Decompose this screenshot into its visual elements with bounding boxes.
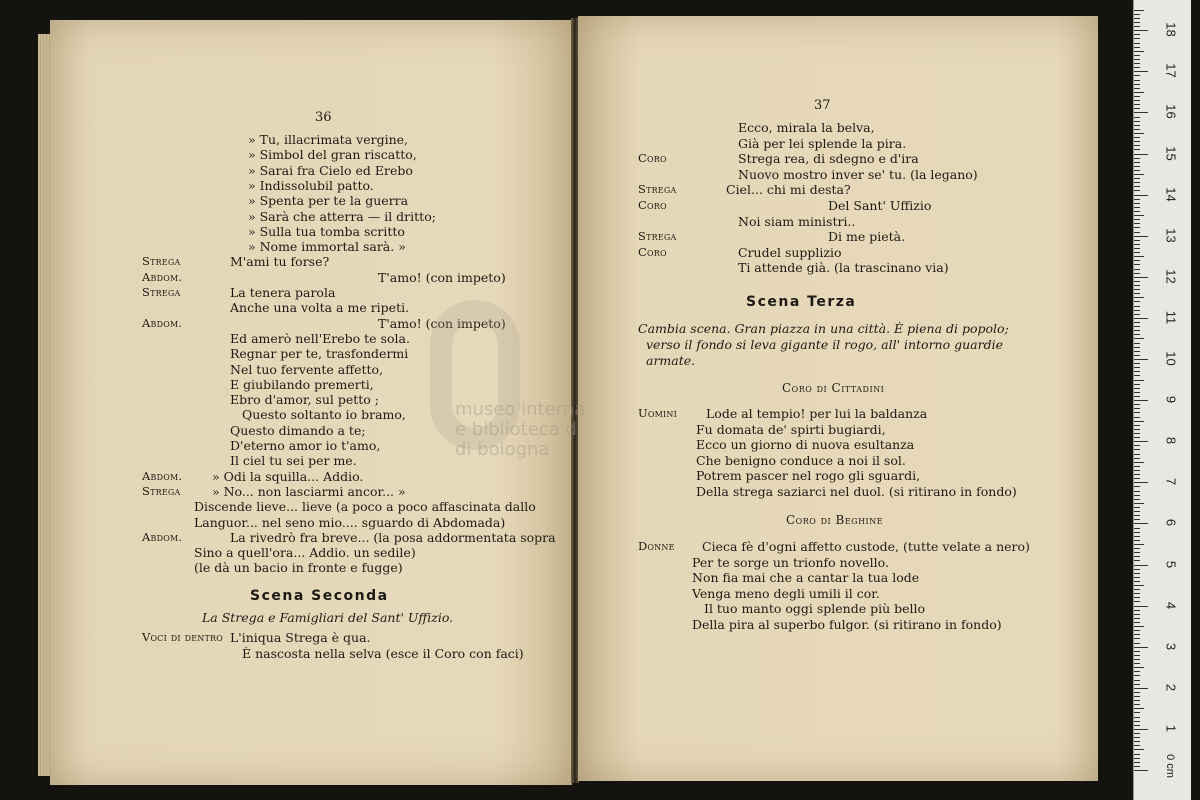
ruler-tick (1134, 758, 1140, 759)
ruler-tick (1134, 392, 1140, 393)
ruler-number: 2 (1163, 683, 1179, 691)
verse-line: Già per lei splende la pira. (738, 135, 907, 151)
ruler-tick (1134, 762, 1140, 763)
ruler-tick (1134, 445, 1140, 446)
ruler-tick (1134, 569, 1140, 570)
ruler-tick (1134, 491, 1140, 492)
ruler-tick (1134, 708, 1144, 709)
ruler-tick (1134, 671, 1140, 672)
verse-line: » Sarai fra Cielo ed Erebo (248, 162, 413, 178)
ruler-tick (1134, 412, 1140, 413)
speaker-label: Abdom. (142, 529, 183, 544)
ruler-tick (1134, 232, 1140, 233)
ruler-tick (1134, 256, 1144, 257)
ruler-tick (1134, 618, 1140, 619)
ruler-number: 1 (1163, 724, 1179, 732)
ruler-tick (1134, 486, 1140, 487)
ruler-tick (1134, 211, 1140, 212)
ruler-tick (1134, 675, 1140, 676)
ruler-tick (1134, 244, 1140, 245)
ruler-tick (1134, 408, 1140, 409)
ruler-tick (1134, 133, 1144, 134)
ruler-tick (1134, 729, 1148, 730)
ruler-tick (1134, 655, 1140, 656)
speaker-label: Coro (638, 244, 667, 259)
ruler-tick (1134, 203, 1140, 204)
ruler-tick (1134, 725, 1140, 726)
ruler-tick (1134, 495, 1140, 496)
verse-line: Ed amerò nell'Erebo te sola. (230, 330, 410, 346)
ruler-tick (1134, 30, 1148, 31)
verse-line: M'ami tu forse? (230, 254, 330, 270)
ruler-tick (1134, 544, 1144, 545)
ruler-tick (1134, 186, 1140, 187)
ruler-tick (1134, 338, 1144, 339)
verse-line: » Spenta per te la guerra (248, 193, 409, 209)
verse-line: Questo soltanto io bramo, (242, 407, 406, 423)
ruler-tick (1134, 737, 1140, 738)
ruler-tick (1134, 593, 1140, 594)
ruler-tick (1134, 721, 1140, 722)
ruler-tick (1134, 466, 1140, 467)
ruler-tick (1134, 112, 1148, 113)
ruler-tick (1134, 454, 1140, 455)
ruler-tick (1134, 684, 1140, 685)
ruler-tick (1134, 770, 1148, 771)
ruler-tick (1134, 560, 1140, 561)
ruler-tick (1134, 351, 1140, 352)
ruler-tick (1134, 585, 1144, 586)
ruler-tick (1134, 622, 1140, 623)
ruler-tick (1134, 166, 1140, 167)
verse-line: Potrem pascer nel rogo gli sguardi, (696, 468, 921, 483)
verse-line: » No... non lasciarmi ancor... » (212, 483, 406, 499)
ruler-tick (1134, 614, 1140, 615)
ruler-tick (1134, 754, 1140, 755)
ruler-tick (1134, 556, 1140, 557)
ruler-tick (1134, 388, 1140, 389)
ruler-tick (1134, 121, 1140, 122)
speaker-label: Abdom. (142, 269, 183, 284)
ruler-tick (1134, 334, 1140, 335)
ruler-tick (1134, 289, 1140, 290)
verse-line: D'eterno amor io t'amo, (230, 438, 381, 453)
ruler-tick (1134, 248, 1140, 249)
verse-line: Della strega saziarci nel duol. (si ritirano in fondo) (696, 483, 1017, 499)
ruler-tick (1134, 601, 1140, 602)
ruler-tick (1134, 577, 1140, 578)
ruler-tick (1134, 470, 1140, 471)
verse-line: Regnar per te, trasfondermi (230, 346, 409, 362)
ruler-tick (1134, 700, 1140, 701)
ruler-tick (1134, 301, 1140, 302)
ruler-tick (1134, 573, 1140, 574)
ruler-tick (1134, 367, 1140, 368)
ruler-number: 4 (1163, 601, 1179, 609)
ruler-tick (1134, 67, 1140, 68)
verse-line: » Sulla tua tomba scritto (248, 223, 405, 239)
speaker-label: Voci di dentro (142, 630, 224, 644)
ruler-tick (1134, 363, 1140, 364)
ruler-tick (1134, 355, 1140, 356)
ruler-tick (1134, 643, 1140, 644)
ruler-tick (1134, 318, 1148, 319)
ruler-tick (1134, 310, 1140, 311)
verse-line: Sino a quell'ora... Addio. un sedile) (194, 545, 416, 561)
speaker-label: Coro (638, 198, 667, 212)
ruler-tick (1134, 396, 1140, 397)
ruler-unit: 0 cm (1163, 754, 1176, 778)
scene-terza-title: Scena Terza (746, 294, 857, 310)
verse-line: (le dà un bacio in fronte e fugge) (194, 560, 403, 576)
speaker-label: Coro (638, 151, 667, 166)
ruler-tick (1134, 704, 1140, 705)
verse-line: Ciel... chi mi desta? (726, 182, 851, 198)
right-page (578, 16, 1098, 781)
ruler-tick (1134, 190, 1140, 191)
ruler-tick (1134, 745, 1140, 746)
ruler-tick (1134, 170, 1140, 171)
ruler-tick (1134, 634, 1140, 635)
ruler-tick (1134, 322, 1140, 323)
ruler-tick (1134, 219, 1140, 220)
verse-line: Strega rea, di sdegno e d'ira (738, 151, 919, 167)
ruler-number: 10 (1163, 351, 1179, 366)
ruler-tick (1134, 104, 1140, 105)
verse-line: Ebro d'amor, sul petto ; (230, 392, 380, 408)
ruler-tick (1134, 137, 1140, 138)
ruler-tick (1134, 149, 1140, 150)
ruler-tick (1134, 117, 1140, 118)
ruler-tick (1134, 14, 1140, 15)
speaker-label: Strega (142, 285, 181, 299)
ruler-tick (1134, 88, 1140, 89)
ruler-tick (1134, 626, 1144, 627)
ruler-tick (1134, 536, 1140, 537)
ruler-tick (1134, 145, 1140, 146)
verse-line: Languor... nel seno mio.... sguardo di Abdomada) (194, 514, 506, 530)
left-page-number: 36 (315, 110, 332, 125)
ruler-tick (1134, 478, 1140, 479)
ruler-tick (1134, 717, 1140, 718)
ruler-tick (1134, 55, 1140, 56)
ruler-tick (1134, 10, 1144, 11)
ruler-tick (1134, 285, 1140, 286)
ruler-tick (1134, 47, 1140, 48)
ruler-tick (1134, 766, 1140, 767)
ruler-tick (1134, 667, 1144, 668)
stage-direction-line: verso il fondo si leva gigante il rogo, all' intorno guardie (646, 337, 1003, 352)
ruler-tick (1134, 347, 1140, 348)
ruler-tick (1134, 449, 1140, 450)
ruler-tick (1134, 195, 1148, 196)
verse-line: Ti attende già. (la trascinano via) (738, 260, 949, 276)
ruler-tick (1134, 384, 1140, 385)
ruler-number: 13 (1163, 227, 1179, 243)
ruler-tick (1134, 236, 1148, 237)
ruler-tick (1134, 458, 1140, 459)
speaker-label: Strega (638, 229, 677, 244)
verse-line: Noi siam ministri.. (738, 213, 856, 229)
ruler-tick (1134, 606, 1148, 607)
ruler-tick (1134, 712, 1140, 713)
ruler-tick (1134, 433, 1140, 434)
ruler-tick (1134, 507, 1140, 508)
ruler-tick (1134, 343, 1140, 344)
ruler-tick (1134, 499, 1140, 500)
ruler-tick (1134, 589, 1140, 590)
ruler-tick (1134, 663, 1140, 664)
ruler-tick (1134, 651, 1140, 652)
scene-seconda-title: Scena Seconda (250, 588, 389, 604)
ruler-tick (1134, 581, 1140, 582)
ruler-number: 15 (1163, 145, 1179, 161)
ruler-tick (1134, 223, 1140, 224)
ruler-tick (1134, 441, 1148, 442)
ruler-tick (1134, 18, 1140, 19)
ruler-tick (1134, 326, 1140, 327)
verse-line: Del Sant' Uffizio (828, 198, 932, 213)
ruler-tick (1134, 178, 1140, 179)
ruler-tick (1134, 429, 1140, 430)
watermark-text: museo interna e biblioteca d di bologna (455, 399, 586, 460)
ruler-tick (1134, 297, 1144, 298)
ruler-tick (1134, 503, 1144, 504)
verse-line: Della pira al superbo fulgor. (si ritirano in fondo) (692, 616, 1002, 632)
verse-line: Nel tuo fervente affetto, (230, 361, 384, 377)
ruler-tick (1134, 108, 1140, 109)
ruler-tick (1134, 400, 1148, 401)
verse-line: Cieca fè d'ogni affetto custode, (tutte velate a nero) (702, 539, 1030, 554)
ruler-tick (1134, 540, 1140, 541)
ruler-tick (1134, 482, 1148, 483)
scene-seconda-subtitle: La Strega e Famigliari del Sant' Uffizio. (202, 610, 454, 625)
ruler-tick (1134, 314, 1140, 315)
ruler-tick (1134, 523, 1148, 524)
ruler-number: 5 (1163, 560, 1179, 568)
ruler-tick (1134, 80, 1140, 81)
ruler-number: 9 (1163, 395, 1179, 404)
verse-line: T'amo! (con impeto) (378, 315, 506, 331)
ruler-tick (1134, 158, 1140, 159)
ruler-tick (1134, 528, 1140, 529)
verse-line: E giubilando premerti, (230, 376, 374, 392)
ruler-tick (1134, 43, 1140, 44)
verse-line: Venga meno degli umili il cor. (692, 585, 880, 601)
verse-line: Per te sorge un trionfo novello. (692, 554, 889, 570)
ruler-tick (1134, 741, 1140, 742)
verse-line: Ecco, mirala la belva, (738, 120, 875, 135)
ruler-tick (1134, 34, 1140, 35)
ruler-tick (1134, 277, 1148, 278)
verse-line: » Nome immortal sarà. » (248, 239, 406, 255)
ruler-tick (1134, 59, 1140, 60)
verse-line: Anche una volta a me ripeti. (230, 300, 410, 316)
chorus-beghine-heading: Coro di Beghine (786, 513, 884, 527)
verse-line: Non fia mai che a cantar la tua lode (692, 570, 920, 585)
ruler-tick (1134, 154, 1148, 155)
verse-line: L'iniqua Strega è qua. (230, 630, 371, 645)
speaker-label: Uomini (638, 406, 677, 420)
verse-line: » Simbol del gran riscatto, (248, 147, 417, 163)
ruler-tick (1134, 638, 1140, 639)
verse-line: Di me pietà. (828, 229, 906, 245)
speaker-label: Abdom. (142, 468, 183, 483)
ruler-tick (1134, 269, 1140, 270)
verse-line: Il tuo manto oggi splende più bello (704, 601, 926, 616)
ruler-tick (1134, 207, 1140, 208)
ruler-number: 11 (1163, 310, 1179, 325)
ruler-tick (1134, 125, 1140, 126)
ruler-number: 8 (1163, 437, 1179, 445)
ruler-tick (1134, 330, 1140, 331)
ruler-tick (1134, 371, 1140, 372)
verse-line: Il ciel tu sei per me. (230, 453, 357, 469)
ruler-tick (1134, 659, 1140, 660)
ruler-tick (1134, 227, 1140, 228)
ruler-tick (1134, 199, 1140, 200)
ruler-tick (1134, 733, 1140, 734)
verse-line: Ecco un giorno di nuova esultanza (696, 437, 915, 452)
ruler-tick (1134, 421, 1144, 422)
ruler-tick (1134, 462, 1144, 463)
verse-line: » Indissolubil patto. (248, 177, 374, 193)
ruler-tick (1134, 293, 1140, 294)
stage-direction-line: Cambia scena. Gran piazza in una città. È piena di popolo; (638, 321, 1009, 336)
chorus-cittadini-heading: Coro di Cittadini (782, 381, 885, 395)
ruler-tick (1134, 174, 1144, 175)
ruler-tick (1134, 63, 1140, 64)
speaker-label: Strega (142, 254, 181, 269)
ruler-tick (1134, 306, 1140, 307)
ruler-tick (1134, 92, 1144, 93)
ruler-tick (1134, 75, 1140, 76)
speaker-label: Strega (638, 182, 677, 197)
ruler-tick (1134, 252, 1140, 253)
ruler-tick (1134, 141, 1140, 142)
ruler-tick (1134, 696, 1140, 697)
ruler-tick (1134, 129, 1140, 130)
speaker-label: Abdom. (142, 315, 183, 330)
ruler-tick (1134, 96, 1140, 97)
ruler-tick (1134, 565, 1148, 566)
ruler-tick (1134, 417, 1140, 418)
measuring-ruler (1133, 0, 1191, 800)
ruler-tick (1134, 240, 1140, 241)
ruler-tick (1134, 380, 1144, 381)
ruler-tick (1134, 182, 1140, 183)
ruler-tick (1134, 100, 1140, 101)
verse-line: È nascosta nella selva (esce il Coro con faci) (242, 646, 524, 661)
stage-direction-line: armate. (646, 353, 696, 368)
ruler-number: 16 (1163, 104, 1179, 120)
verse-line: » Sarà che atterra — il dritto; (248, 208, 436, 224)
ruler-tick (1134, 437, 1140, 438)
ruler-number: 3 (1163, 642, 1179, 650)
verse-line: » Odi la squilla... Addio. (212, 468, 364, 484)
verse-line: Fu domata de' spirti bugiardi, (696, 421, 886, 437)
ruler-number: 17 (1163, 63, 1179, 79)
ruler-tick (1134, 425, 1140, 426)
verse-line: Discende lieve... lieve (a poco a poco affascinata dallo (194, 499, 536, 515)
ruler-tick (1134, 532, 1140, 533)
ruler-tick (1134, 38, 1140, 39)
ruler-number: 6 (1163, 519, 1179, 527)
verse-line: T'amo! (con impeto) (378, 269, 506, 285)
verse-line: La tenera parola (230, 285, 336, 300)
ruler-tick (1134, 597, 1140, 598)
ruler-tick (1134, 26, 1140, 27)
ruler-tick (1134, 71, 1148, 72)
ruler-tick (1134, 692, 1140, 693)
ruler-tick (1134, 474, 1140, 475)
verse-line: Questo dimando a te; (230, 422, 366, 438)
verse-line: La rivedrò fra breve... (la posa addormentata sopra (230, 529, 556, 545)
ruler-tick (1134, 511, 1140, 512)
ruler-tick (1134, 515, 1140, 516)
speaker-label: Donne (638, 539, 675, 553)
verse-line: Lode al tempio! per lui la baldanza (706, 406, 928, 421)
ruler-tick (1134, 22, 1140, 23)
ruler-tick (1134, 273, 1140, 274)
ruler-tick (1134, 519, 1140, 520)
ruler-tick (1134, 552, 1140, 553)
verse-line: Che benigno conduce a noi il sol. (696, 452, 906, 468)
ruler-tick (1134, 404, 1140, 405)
ruler-number: 18 (1163, 22, 1179, 37)
verse-line: Nuovo mostro inver se' tu. (la legano) (738, 166, 978, 182)
ruler-tick (1134, 749, 1144, 750)
ruler-tick (1134, 51, 1144, 52)
ruler-tick (1134, 281, 1140, 282)
ruler-number: 14 (1163, 186, 1179, 202)
ruler-tick (1134, 647, 1148, 648)
verse-line: » Tu, illacrimata vergine, (248, 132, 408, 147)
ruler-tick (1134, 162, 1140, 163)
ruler-number: 12 (1163, 269, 1179, 284)
ruler-tick (1134, 680, 1140, 681)
ruler-tick (1134, 264, 1140, 265)
ruler-tick (1134, 260, 1140, 261)
ruler-tick (1134, 375, 1140, 376)
ruler-tick (1134, 688, 1148, 689)
verse-line: Crudel supplizio (738, 244, 842, 260)
speaker-label: Strega (142, 483, 181, 498)
ruler-number: 7 (1163, 478, 1179, 486)
ruler-tick (1134, 359, 1148, 360)
right-page-number: 37 (814, 98, 831, 113)
ruler-tick (1134, 630, 1140, 631)
ruler-tick (1134, 610, 1140, 611)
ruler-tick (1134, 84, 1140, 85)
ruler-tick (1134, 215, 1144, 216)
ruler-tick (1134, 548, 1140, 549)
